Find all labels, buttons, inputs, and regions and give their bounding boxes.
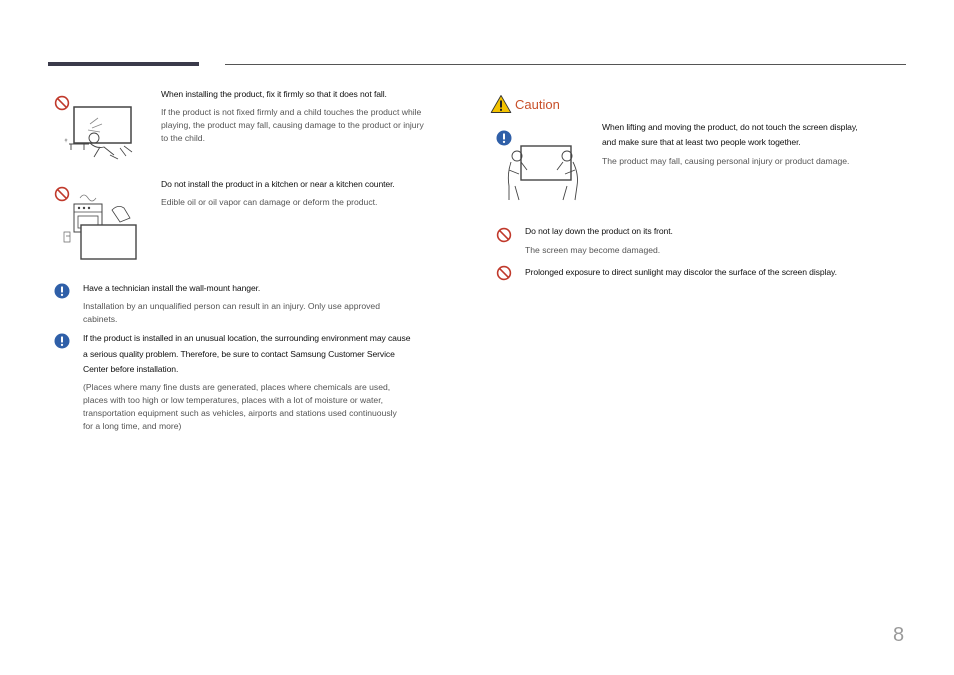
item-heading: When lifting and moving the product, do not touch the screen display, and make sure that at least two people work together.: [602, 122, 858, 147]
item-body: Installation by an unqualified person can result in an injury. Only use approved cabinets.: [83, 301, 380, 324]
header-rule-thin: [225, 64, 906, 65]
item-body: (Places where many fine dusts are generated, places where chemicals are used, places with too high or low temperatures, places with a lot of moisture or water, transportation equipment such as vehicles, airports and stations used continuously for a long time, and more): [83, 382, 397, 431]
mandatory-icon: [54, 333, 70, 349]
item-heading: Do not lay down the product on its front.: [525, 226, 673, 236]
item-heading: When installing the product, fix it firmly so that it does not fall.: [161, 89, 387, 99]
item-heading: Do not install the product in a kitchen or near a kitchen counter.: [161, 179, 395, 189]
page-number: 8: [893, 624, 905, 646]
two-people-carrying-illustration: [503, 140, 583, 202]
header-rule-dark: [48, 62, 199, 66]
item-body: The screen may become damaged.: [525, 245, 661, 255]
caution-title: Caution: [515, 96, 560, 112]
item-body: The product may fall, causing personal injury or product damage.: [602, 156, 850, 166]
item-heading: Prolonged exposure to direct sunlight may discolor the surface of the screen display.: [525, 267, 837, 277]
item-heading: Have a technician install the wall-mount hanger.: [83, 283, 261, 293]
warning-triangle-icon: [490, 94, 512, 114]
mandatory-icon: [54, 283, 70, 299]
prohibited-icon: [496, 227, 512, 243]
child-falling-tv-illustration: [60, 104, 140, 166]
svg-text:﹟: ﹟: [63, 137, 70, 144]
kitchen-stove-tv-illustration: [60, 192, 142, 260]
caution-heading: [490, 94, 560, 114]
item-body: If the product is not fixed firmly and a child touches the product while playing, the product may fall, causing damage to the product or injury to the child.: [161, 107, 424, 143]
prohibited-icon: [496, 265, 512, 281]
item-body: Edible oil or oil vapor can damage or deform the product.: [161, 197, 378, 207]
item-heading: If the product is installed in an unusual location, the surrounding environment may cause a serious quality problem. Therefore, be sure to contact Samsung Customer Service Center before installation.: [83, 333, 411, 374]
